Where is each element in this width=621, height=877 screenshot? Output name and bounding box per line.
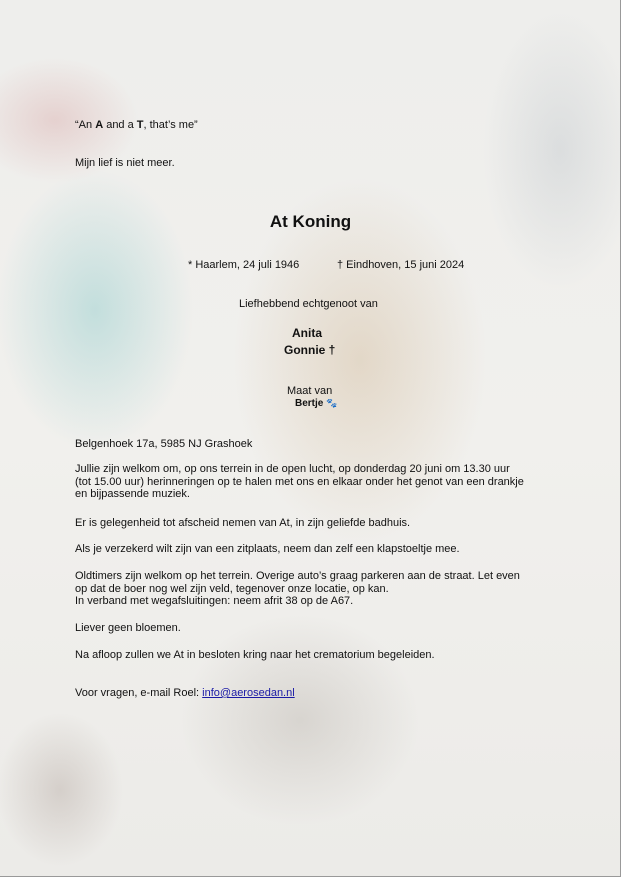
parking-line: In verband met wegafsluitingen: neem afrit 38 op de A67. xyxy=(75,595,354,607)
buddy-intro: Maat van xyxy=(287,385,333,397)
parking-paragraph xyxy=(75,570,550,608)
spouse-intro: Liefhebbend echtgenoot van xyxy=(239,298,378,310)
cremation-text: Na afloop zullen we At in besloten kring naar het crematorium begeleiden. xyxy=(75,649,435,661)
birth-info: * Haarlem, 24 juli 1946 xyxy=(188,259,300,271)
contact-prefix: Voor vragen, e-mail Roel: xyxy=(75,687,203,699)
buddy xyxy=(295,398,337,409)
spouse-name-1: Anita xyxy=(292,326,322,340)
quote-letter-t: T xyxy=(136,119,144,131)
contact-line xyxy=(75,687,550,700)
quote-prefix: “An xyxy=(75,119,96,131)
quote-letter-a: A xyxy=(95,119,104,131)
email-link[interactable]: info@aerosedan.nl xyxy=(202,687,295,699)
welcome-line: en bijpassende muziek. xyxy=(75,488,190,500)
welcome-line: Jullie zijn welkom om, op ons terrein in de open lucht, op donderdag 20 juni om 13.30 uur xyxy=(75,463,510,475)
quote xyxy=(75,119,198,132)
quote-suffix: , that’s me” xyxy=(143,119,198,131)
paw-icon: 🐾 xyxy=(326,398,338,408)
parking-line: op dat de boer nog wel zijn veld, tegenover onze locatie, op kan. xyxy=(75,582,389,595)
flowers-text: Liever geen bloemen. xyxy=(75,622,181,634)
quote-mid: and a xyxy=(103,119,137,131)
deceased-name: At Koning xyxy=(269,212,352,231)
buddy-name: Bertje xyxy=(295,398,324,409)
welcome-line: (tot 15.00 uur) herinneringen op te halen met ons en elkaar onder het genot van een drankje xyxy=(75,475,524,488)
death-info: † Eindhoven, 15 juni 2024 xyxy=(337,259,465,271)
parking-line: Oldtimers zijn welkom op het terrein. Overige auto’s graag parkeren aan de straat. Let even xyxy=(75,570,520,582)
welcome-paragraph xyxy=(75,463,550,501)
address: Belgenhoek 17a, 5985 NJ Grashoek xyxy=(75,438,253,450)
intro-text: Mijn lief is niet meer. xyxy=(75,157,175,169)
farewell-text: Er is gelegenheid tot afscheid nemen van At, in zijn geliefde badhuis. xyxy=(75,517,411,529)
spouse-name-2: Gonnie † xyxy=(284,343,336,357)
seating-text: Als je verzekerd wilt zijn van een zitplaats, neem dan zelf een klapstoeltje mee. xyxy=(75,543,460,555)
